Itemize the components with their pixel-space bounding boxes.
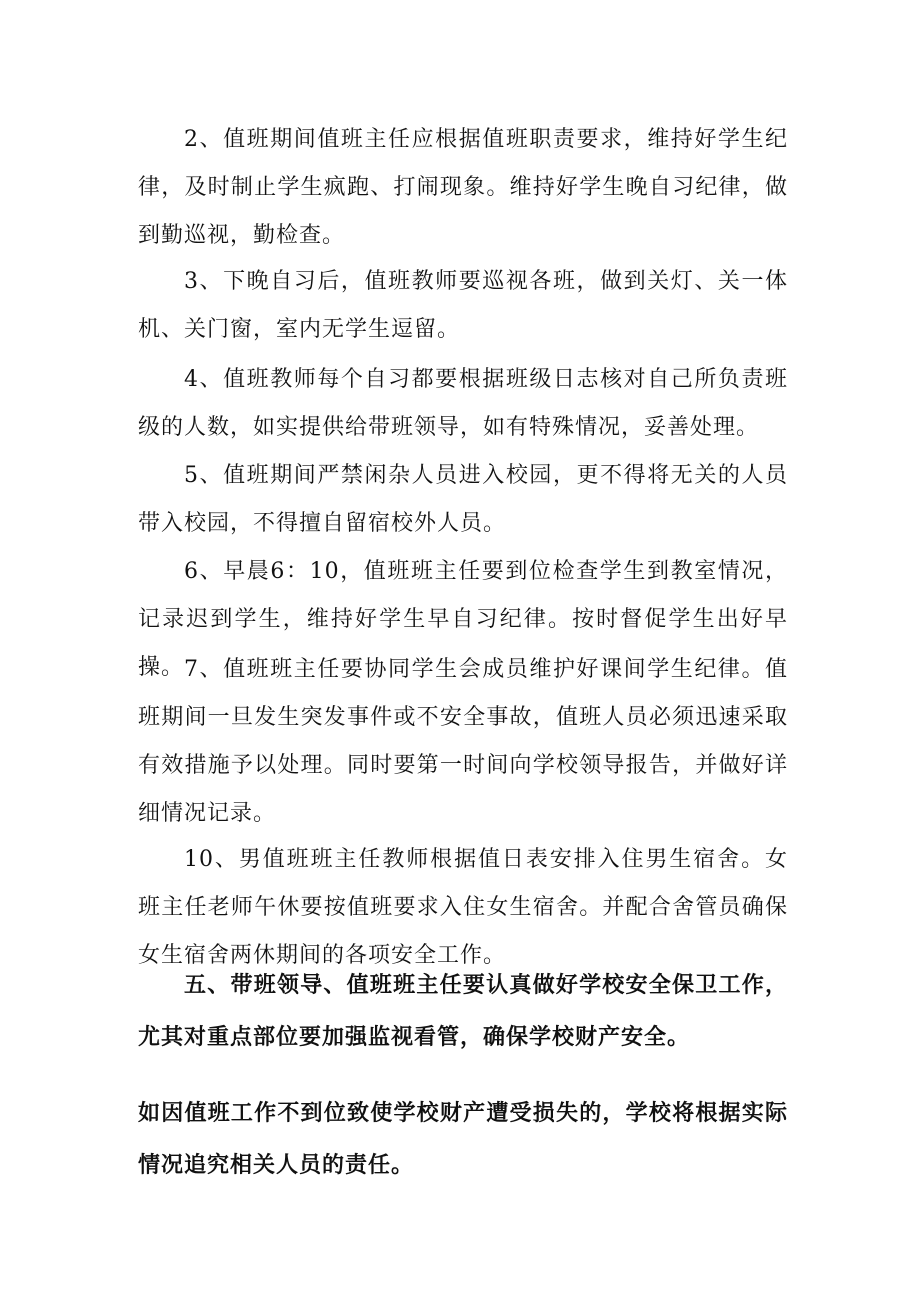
paragraph-3: 3、下晚自习后，值班教师要巡视各班，做到关灯、关一体机、关门窗，室内无学生逗留。 bbox=[138, 269, 788, 342]
paragraph-7: 7、值班班主任要协同学生会成员维护好课间学生纪律。值班期间一旦发生突发事件或不安全事故，值班人员必须迅速采取有效措施予以处理。同时要第一时间向学校领导报告，并做好详细情况记录。 bbox=[138, 657, 788, 826]
closing-statement: 如因值班工作不到位致使学校财产遭受损失的，学校将根据实际情况追究相关人员的责任。 bbox=[138, 1101, 788, 1178]
section-five-heading: 五、带班领导、值班班主任要认真做好学校安全保卫工作，尤其对重点部位要加强监视看管，确保学校财产安全。 bbox=[138, 973, 788, 1050]
paragraph-6: 6、早晨6：10，值班班主任要到位检查学生到教室情况，记录迟到学生，维持好学生早自习纪律。按时督促学生出好早操。 bbox=[138, 559, 788, 680]
paragraph-4: 4、值班教师每个自习都要根据班级日志核对自己所负责班级的人数，如实提供给带班领导，如有特殊情况，妥善处理。 bbox=[138, 367, 788, 440]
paragraph-2: 2、值班期间值班主任应根据值班职责要求，维持好学生纪律，及时制止学生疯跑、打闹现象。维持好学生晚自习纪律，做到勤巡视，勤检查。 bbox=[138, 127, 788, 248]
paragraph-10: 10、男值班班主任教师根据值日表安排入住男生宿舍。女班主任老师午休要按值班要求入住女生宿舍。并配合舍管员确保女生宿舍两休期间的各项安全工作。 bbox=[138, 847, 788, 968]
paragraph-5: 5、值班期间严禁闲杂人员进入校园，更不得将无关的人员带入校园，不得擅自留宿校外人员。 bbox=[138, 463, 788, 536]
